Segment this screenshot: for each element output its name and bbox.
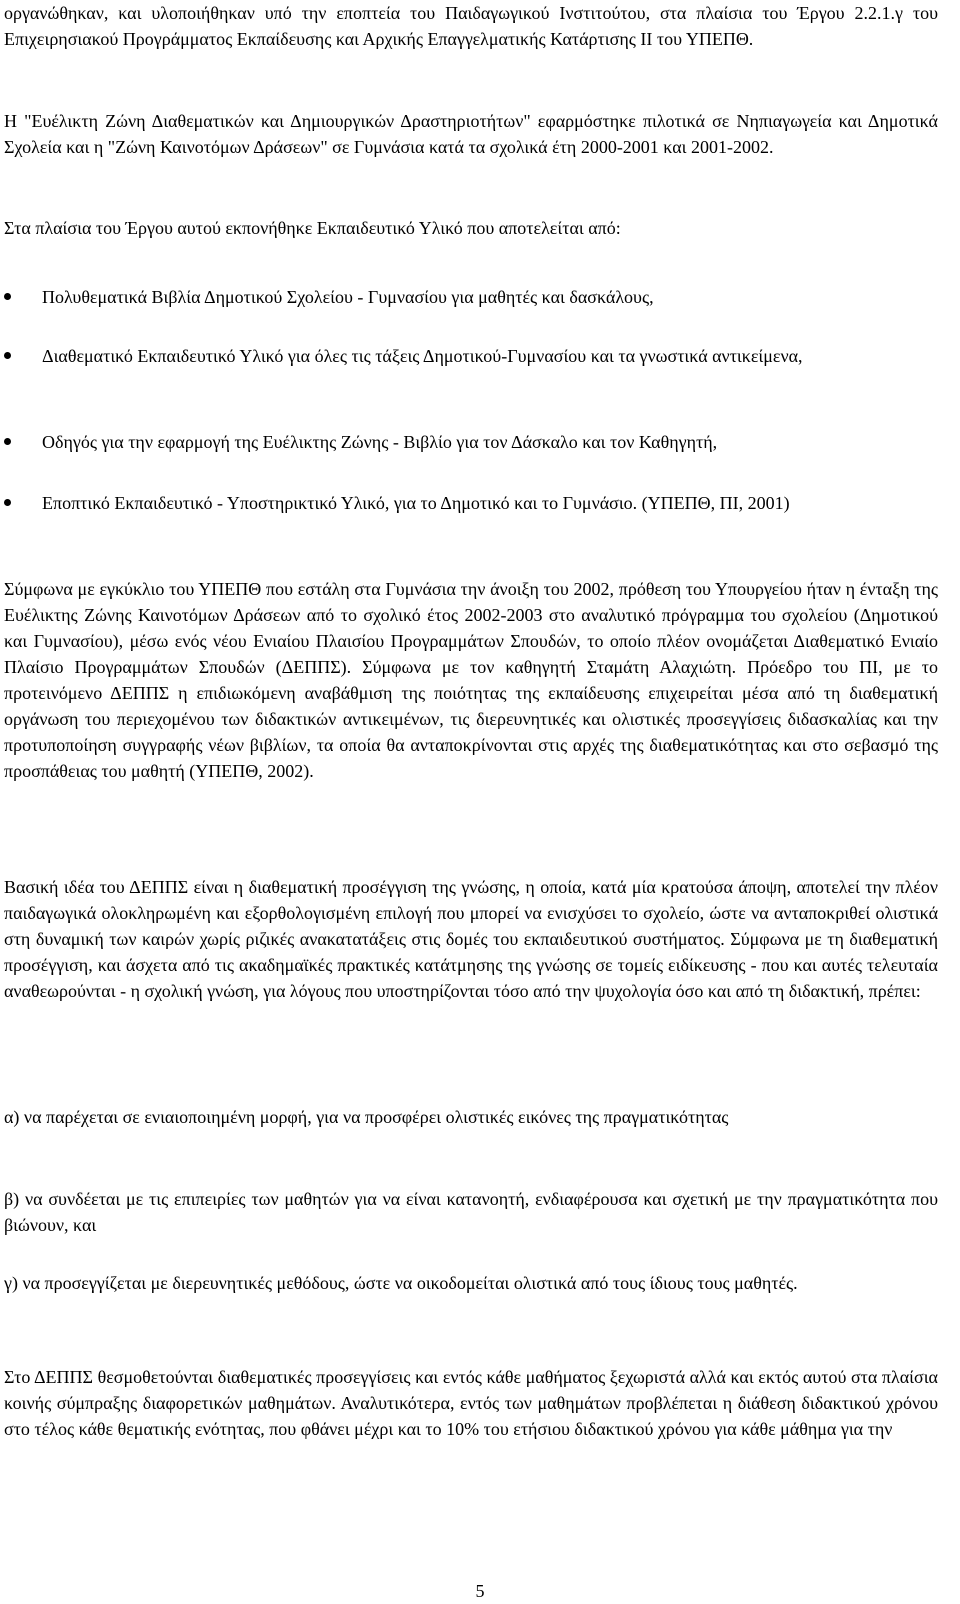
paragraph-basic-idea: Βασική ιδέα του ΔΕΠΠΣ είναι η διαθεματική προσέγγιση της γνώσης, η οποία, κατά μία κρατούσα άποψη, αποτελεί την πλέον παιδαγωγικά ολοκληρωμένη και εξορθολογισμένη επιλογή που μπορεί να ενισχύσει το σχολείο, ώστε να ανταποκριθεί ολιστικά στη δυναμική των καιρών χωρίς ριζικές ανακατατάξεις στις δομές του εκπαιδευτικού συστήματος. Σύμφωνα με τη διαθεματική προσέγγιση, και άσχετα από τις ακαδημαϊκές πρακτικές κατάτμησης της γνώσης σε τομείς ειδίκευσης - που και αυτές τελευταία αναθεωρούνται - η σχολική γνώση, για λόγους που υποστηρίζονται τόσο από την ψυχολογία όσο και από τη διδακτική, πρέπει: [4, 877, 938, 1001]
paragraph-point-c: γ) να προσεγγίζεται με διερευνητικές μεθόδους, ώστε να οικοδομείται ολιστικά από τους ίδιους τους μαθητές. [4, 1273, 798, 1293]
list-item [4, 284, 938, 310]
list-item-text: Οδηγός για την εφαρμογή της Ευέλικτης Ζώνης - Βιβλίο για τον Δάσκαλο και τον Καθηγητή, [42, 432, 718, 452]
bullet-icon [4, 499, 11, 506]
list-item [4, 429, 938, 455]
bullet-icon [4, 438, 11, 445]
page-number: 5 [475, 1581, 485, 1601]
list-item-text: Εποπτικό Εκπαιδευτικό - Υποστηρικτικό Υλικό, για το Δημοτικό και το Γυμνάσιο. (ΥΠΕΠΘ, ΠΙ, 2001) [42, 493, 790, 513]
bullet-icon [4, 293, 11, 300]
paragraph-intro: οργανώθηκαν, και υλοποιήθηκαν υπό την εποπτεία του Παιδαγωγικού Ινστιτούτου, στα πλαίσια του Έργου 2.2.1.γ του Επιχειρησιακού Προγράμματος Εκπαίδευσης και Αρχικής Επαγγελματικής Κατάρτισης ΙΙ του ΥΠΕΠΘ. [4, 3, 938, 49]
paragraph-point-b: β) να συνδέεται με τις επιπειρίες των μαθητών για να είναι κατανοητή, ενδιαφέρουσα και σχετική με την πραγματικότητα που βιώνουν, και [4, 1189, 938, 1235]
paragraph-pilot: Η "Ευέλικτη Ζώνη Διαθεματικών και Δημιουργικών Δραστηριοτήτων" εφαρμόστηκε πιλοτικά σε Νηπιαγωγεία και Δημοτικά Σχολεία και η "Ζώνη Καινοτόμων Δράσεων" σε Γυμνάσια κατά τα σχολικά έτη 2000-2001 και 2001-2002. [4, 111, 938, 157]
paragraph-circular: Σύμφωνα με εγκύκλιο του ΥΠΕΠΘ που εστάλη στα Γυμνάσια την άνοιξη του 2002, πρόθεση του Υπουργείου ήταν η ένταξη της Ευέλικτης Ζώνης Καινοτόμων Δράσεων από το σχολικό έτος 2002-2003 στο αναλυτικό πρόγραμμα του σχολείου (Δημοτικού και Γυμνασίου), μέσω ενός νέου Ενιαίου Πλαισίου Προγραμμάτων Σπουδών, το οποίο πλέον ονομάζεται Διαθεματικό Ενιαίο Πλαίσιο Προγραμμάτων Σπουδών (ΔΕΠΠΣ). Σύμφωνα με τον καθηγητή Σταμάτη Αλαχιώτη. Πρόεδρο του ΠΙ, με το προτεινόμενο ΔΕΠΠΣ η επιδιωκόμενη αναβάθμιση της ποιότητας της εκπαίδευσης επιχειρείται μέσα από τη διαθεματική οργάνωση του περιεχομένου των διδακτικών αντικειμένων, τις διερευνητικές και ολιστικές προσεγγίσεις διδασκαλίας και την προτυποποίηση συγγραφής νέων βιβλίων, τα οποία θα ανταποκρίνονται στις αρχές της διαθεματικότητας και στο σεβασμό της προσπάθειας του μαθητή (ΥΠΕΠΘ, 2002). [4, 579, 938, 781]
list-item-text: Πολυθεματικά Βιβλία Δημοτικού Σχολείου - Γυμνασίου για μαθητές και δασκάλους, [42, 287, 654, 307]
paragraph-material-intro: Στα πλαίσια του Έργου αυτού εκπονήθηκε Εκπαιδευτικό Υλικό που αποτελείται από: [4, 218, 621, 238]
bullet-icon [4, 352, 11, 359]
list-item [4, 343, 938, 369]
list-item-text: Διαθεματικό Εκπαιδευτικό Υλικό για όλες τις τάξεις Δημοτικού-Γυμνασίου και τα γνωστικά αντικείμενα, [42, 346, 803, 366]
list-item [4, 490, 938, 516]
paragraph-point-a: α) να παρέχεται σε ενιαιοποιημένη μορφή, για να προσφέρει ολιστικές εικόνες της πραγματικότητας [4, 1107, 729, 1127]
paragraph-closing: Στο ΔΕΠΠΣ θεσμοθετούνται διαθεματικές προσεγγίσεις και εντός κάθε μαθήματος ξεχωριστά αλλά και εκτός αυτού στα πλαίσια κοινής σύμπραξης διαφορετικών μαθημάτων. Αναλυτικότερα, εντός των μαθημάτων προβλέπεται η διάθεση διδακτικού χρόνου στο τέλος κάθε θεματικής ενότητας, που φθάνει μέχρι και το 10% του ετήσιου διδακτικού χρόνου για κάθε μάθημα για την [4, 1367, 938, 1439]
